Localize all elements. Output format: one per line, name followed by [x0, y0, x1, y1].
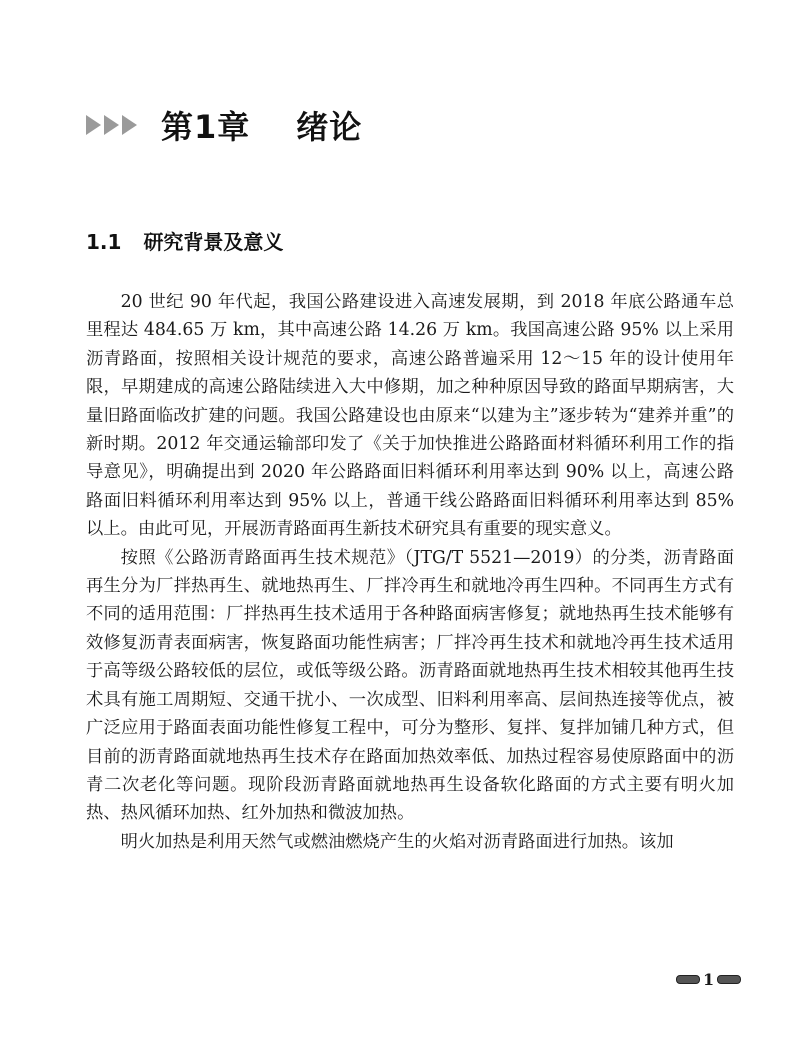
- chapter-name: 绪论: [296, 108, 363, 146]
- chapter-heading: [86, 102, 362, 148]
- page-number: 1: [703, 970, 715, 989]
- body-text: [86, 288, 734, 856]
- paragraph: 明火加热是利用天然气或燃油燃烧产生的火焰对沥青路面进行加热。该加: [120, 831, 674, 852]
- section-name: 研究背景及意义: [143, 230, 284, 254]
- pill-left-icon: [676, 975, 700, 984]
- chapter-arrows-icon: [86, 115, 137, 135]
- chapter-title: [161, 102, 362, 148]
- section-number: 1.1: [86, 230, 122, 254]
- paragraph: 按照《公路沥青路面再生技术规范》（JTG/T 5521—2019）的分类，沥青路面再生分为厂拌热再生、就地热再生、厂拌冷再生和就地冷再生四种。不同再生方式有不同的适用范围：厂拌热再生技术适用于各种路面病害修复；就地热再生技术能够有效修复沥青表面病害，恢复路面功能性病害；厂拌冷再生技术和就地冷再生技术适用于高等级公路较低的层位，或低等级公路。沥青路面就地热再生技术相较其他再生技术具有施工周期短、交通干扰小、一次成型、旧料利用率高、层间热连接等优点，被广泛应用于路面表面功能性修复工程中，可分为整形、复拌、复拌加铺几种方式，但目前的沥青路面就地热再生技术存在路面加热效率低、加热过程容易使原路面中的沥青二次老化等问题。现阶段沥青路面就地热再生设备软化路面的方式主要有明火加热、热风循环加热、红外加热和微波加热。: [86, 547, 734, 824]
- section-heading: [86, 226, 283, 255]
- pill-right-icon: [717, 975, 741, 984]
- chapter-number: 第1章: [161, 108, 251, 146]
- page-number-badge: [676, 970, 741, 989]
- paragraph: 20 世纪 90 年代起，我国公路建设进入高速发展期，到 2018 年底公路通车总里程达 484.65 万 km，其中高速公路 14.26 万 km。我国高速公路 95% 以上采用沥青路面，按照相关设计规范的要求，高速公路普遍采用 12～15 年的设计使用年限，早期建成的高速公路陆续进入大中修期，加之种种原因导致的路面早期病害，大量旧路面临改扩建的问题。我国公路建设也由原来“以建为主”逐步转为“建养并重”的新时期。2012 年交通运输部印发了《关于加快推进公路路面材料循环利用工作的指导意见》，明确提出到 2020 年公路路面旧料循环利用率达到 90% 以上，高速公路路面旧料循环利用率达到 95% 以上，普通干线公路路面旧料循环利用率达到 85% 以上。由此可见，开展沥青路面再生新技术研究具有重要的现实意义。: [86, 292, 734, 540]
